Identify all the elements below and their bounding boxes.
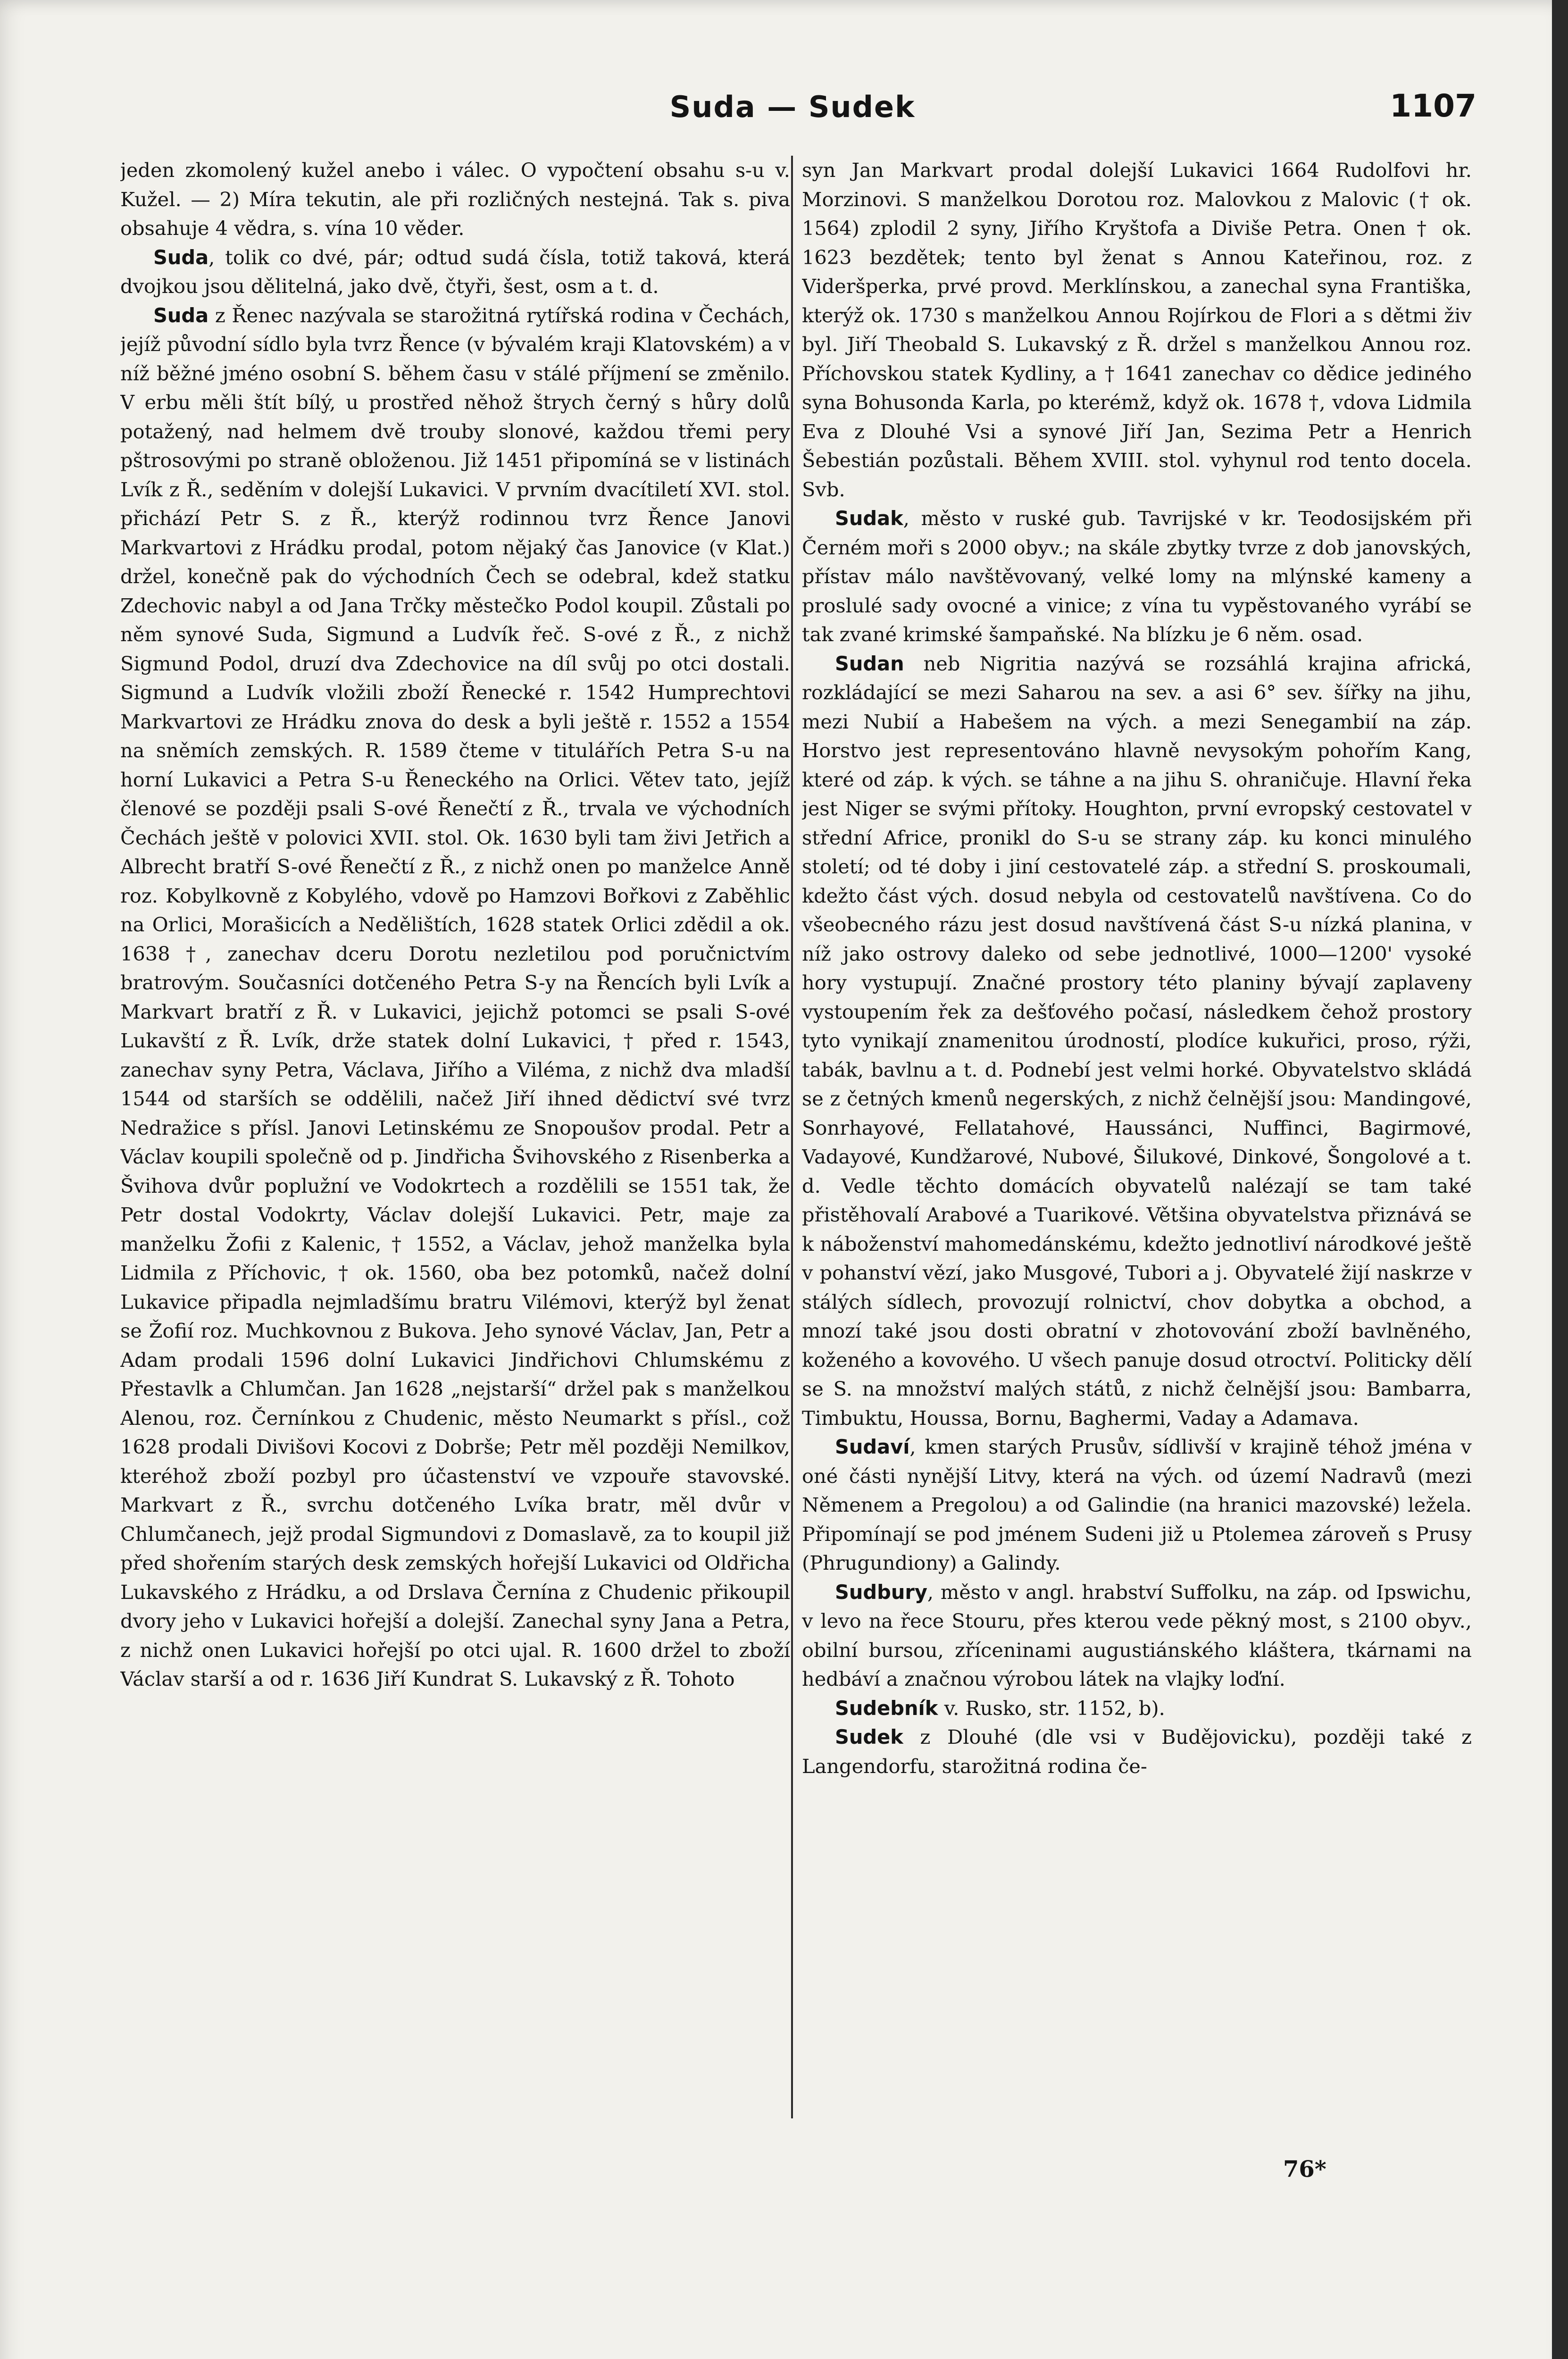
- entry-text: z Dlouhé (dle vsi v Budějovicku), později také z Langendorfu, starožitná rodina če-: [802, 1725, 1472, 1778]
- entry-text: , město v ruské gub. Tavrijské v kr. Teodosijském při Černém moři s 2000 obyv.; na skále zbytky tvrze z dob janovských, přístav málo navštěvovaný, velké lomy na mlýnské kameny a proslulé sady ovocné a vinice; z vína tu vypěstovaného vyrábí se tak zvané krimské šampaňské. Na blízku je 6 něm. osad.: [802, 507, 1472, 646]
- entry-text: v. Rusko, str. 1152, b).: [938, 1696, 1165, 1720]
- page-number: 1107: [1390, 88, 1476, 124]
- scan-border: [1552, 0, 1568, 2359]
- running-title: Suda — Sudek: [669, 90, 916, 124]
- entry-keyword: Sudak: [835, 507, 903, 530]
- entry-paragraph: [120, 243, 790, 301]
- page-header: [108, 85, 1476, 132]
- entry-text: , kmen starých Prusův, sídlivší v krajině téhož jména v oné části nynější Litvy, která na vých. od území Nadravů (mezi Němenem a Pregolou) a od Galindie (na hranici mazovské) ležela. Připomínají se pod jménem Sudeni již u Ptolemea zároveň s Prusy (Phrugundiony) a Galindy.: [802, 1435, 1472, 1574]
- entry-paragraph: [802, 504, 1472, 649]
- entry-text: , město v angl. hrabství Suffolku, na záp. od Ipswichu, v levo na řece Stouru, přes kterou vede pěkný most, s 2100 obyv., obilní bursou, zříceninami augustiánského kláštera, tkárnami na hedbáví a značnou výrobou látek na vlajky loďní.: [802, 1580, 1472, 1690]
- entry-keyword: Suda: [153, 245, 209, 269]
- entry-text: neb Nigritia nazývá se rozsáhlá krajina africká, rozkládající se mezi Saharou na sev. a asi 6° sev. šířky na jihu, mezi Nubií a Habešem na vých. a mezi Senegambií na záp. Horstvo jest representováno hlavně nevysokým pohořím Kang, které od záp. k vých. se táhne a na jihu S. ohraničuje. Hlavní řeka jest Niger se svými přítoky. Houghton, první evropský cestovatel v střední Africe, pronikl do S-u se strany záp. ku konci minulého století; od té doby i jiní cestovatelé záp. a střední S. proskoumali, kdežto část vých. dosud nebyla od cestovatelů navštívena. Co do všeobecného rázu jest dosud navštívená část S-u nízká planina, v níž jako ostrovy daleko od sebe jednotlivé, 1000—1200' vysoké hory vystupují. Značné prostory této planiny bývají zaplaveny vystoupením řek za dešťového počasí, následkem čehož prostory tyto vynikají znamenitou úrodností, plodíce kukuřici, proso, rýži, tabák, bavlnu a t. d. Podnebí jest velmi horké. Obyvatelstvo skládá se z četných kmenů negerských, z nichž čelnější jsou: Mandingové, Sonrhayové, Fellatahové, Haussánci, Nuffinci, Bagirmové, Vadayové, Kundžarové, Nubové, Šilukové, Dinkové, Šongolové a t. d. Vedle těchto domácích obyvatelů nalézají se tam také přistěhovalí Arabové a Tuarikové. Většina obyvatelstva přiznává se k náboženství mahomedánskému, kdežto jednotliví národkové ještě v pohanství vězí, jako Musgové, Tubori a j. Obyvatelé žijí naskrze v stálých sídlech, provozují rolnictví, chov dobytka a obchod, a mnozí také jsou dosti obratní v zhotovování zboží bavlněného, koženého a kovového. U všech panuje dosud otroctví. Politicky dělí se S. na množství malých států, z nichž čelnější jsou: Bambarra, Timbuktu, Houssa, Bornu, Baghermi, Vaday a Adamava.: [802, 652, 1472, 1430]
- entry-keyword: Suda: [153, 303, 209, 327]
- entry-keyword: Sudan: [835, 652, 904, 675]
- entry-paragraph: [802, 1432, 1472, 1578]
- column-divider: [791, 156, 793, 2118]
- entry-paragraph: [120, 301, 790, 1694]
- entry-paragraph: [802, 649, 1472, 1433]
- entry-text: jeden zkomolený kužel anebo i válec. O vypočtení obsahu s-u v. Kužel. — 2) Míra tekutin, ale při rozličných nestejná. Tak s. piva obsahuje 4 vědra, s. vína 10 věder.: [120, 159, 790, 240]
- entry-text: , tolik co dvé, pár; odtud sudá čísla, totiž taková, která dvojkou jsou dělitelná, jako dvě, čtyři, šest, osm a t. d.: [120, 245, 790, 298]
- right-column: [802, 156, 1472, 2128]
- entry-text: syn Jan Markvart prodal dolejší Lukavici 1664 Rudolfovi hr. Morzinovi. S manželkou Dorotou roz. Malovkou z Malovic († ok. 1564) zplodil 2 syny, Jiřího Kryštofa a Diviše Petra. Onen † ok. 1623 bezdětek; tento byl ženat s Annou Kateřinou, roz. z Videršperka, prvé provd. Merklínskou, a zanechal syna Františka, kterýž ok. 1730 s manželkou Annou Rojírkou de Flori a s dětmi živ byl. Jiří Theobald S. Lukavský z Ř. držel s manželkou Annou roz. Příchovskou statek Kydliny, a † 1641 zanechav co dědice jediného syna Bohusonda Karla, po kterémž, když ok. 1678 †, vdova Lidmila Eva z Dlouhé Vsi a synové Jiří Jan, Sezima Petr a Henrich Šebestián pozůstali. Během XVIII. stol. vyhynul rod tento docela. Svb.: [802, 159, 1472, 501]
- entry-text: z Řenec nazývala se starožitná rytířská rodina v Čechách, jejíž původní sídlo byla tvrz Řence (v bývalém kraji Klatovském) a v níž běžné jméno osobní S. během času v stálé příjmení se změnilo. V erbu měli štít bílý, u prostřed něhož štrych černý s hůry dolů potažený, nad helmem dvě trouby slonové, každou třemi pery pštrosovými po straně obloženou. Již 1451 připomíná se v listinách Lvík z Ř., seděním v dolejší Lukavici. V prvním dvacítiletí XVI. stol. přichází Petr S. z Ř., kterýž rodinnou tvrz Řence Janovi Markvartovi z Hrádku prodal, potom nějaký čas Janovice (v Klat.) držel, konečně pak do východních Čech se odebral, kdež statku Zdechovic nabyl a od Jana Trčky městečko Podol koupil. Zůstali po něm synové Suda, Sigmund a Ludvík řeč. S-ové z Ř., z nichž Sigmund Podol, druzí dva Zdechovice na díl svůj po otci dostali. Sigmund a Ludvík vložili zboží Řenecké r. 1542 Humprechtovi Markvartovi ze Hrádku znova do desk a byli ještě r. 1552 a 1554 na sněmích zemských. R. 1589 čteme v titulářích Petra S-u na horní Lukavici a Petra S-u Řeneckého na Orlici. Větev tato, jejíž členové se později psali S-ové Řenečtí z Ř., trvala ve východních Čechách ještě v polovici XVII. stol. Ok. 1630 byli tam živi Jetřich a Albrecht bratří S-ové Řenečtí z Ř., z nichž onen po manželce Anně roz. Kobylkovně z Kobylého, vdově po Hamzovi Bořkovi z Zaběhlic na Orlici, Morašicích a Nedělištích, 1628 statek Orlici zdědil a ok. 1638 †, zanechav dceru Dorotu nezletilou pod poručnictvím bratrovým. Současníci dotčeného Petra S-y na Řencích byli Lvík a Markvart bratří z Ř. v Lukavici, jejichž potomci se psali S-ové Lukavští z Ř. Lvík, drže statek dolní Lukavici, † před r. 1543, zanechav syny Petra, Václava, Jiřího a Viléma, z nichž dva mladší 1544 od starších se oddělili, načež Jiří ihned dědictví své tvrz Nedražice s přísl. Janovi Letinskému ze Snopoušov prodal. Petr a Václav koupili společně od p. Jindřicha Švihovského z Risenberka a Švihova dvůr poplužní ve Vodokrtech a rozdělili se 1551 tak, že Petr dostal Vodokrty, Václav dolejší Lukavici. Petr, maje za manželku Žofii z Kalenic, † 1552, a Václav, jehož manželka byla Lidmila z Příchovic, † ok. 1560, oba bez potomků, načež dolní Lukavice připadla nejmladšímu bratru Vilémovi, kterýž byl ženat se Žofií roz. Muchkovnou z Bukova. Jeho synové Václav, Jan, Petr a Adam prodali 1596 dolní Lukavici Jindřichovi Chlumskému z Přestavlk a Chlumčan. Jan 1628 „nejstarší“ držel pak s manželkou Alenou, roz. Černínkou z Chudenic, město Neumarkt s přísl., což 1628 prodali Divišovi Kocovi z Dobrše; Petr měl později Nemilkov, kteréhož zboží pozbyl pro účastenství ve vzpouře stavovské. Markvart z Ř., svrchu dotčeného Lvíka bratr, měl dvůr v Chlumčanech, jejž prodal Sigmundovi z Domaslavě, za to koupil již před shořením starých desk zemských hořejší Lukavici od Oldřicha Lukavského z Hrádku, a od Drslava Černína z Chudenic přikoupil dvory jeho v Lukavici hořejší a dolejší. Zanechal syny Jana a Petra, z nichž onen Lukavici hořejší po otci ujal. R. 1600 držel to zboží Václav starší a od r. 1636 Jiří Kundrat S. Lukavský z Ř. Tohoto: [120, 303, 790, 1690]
- entry-keyword: Sudek: [835, 1725, 903, 1748]
- entry-keyword: Sudaví: [835, 1435, 910, 1458]
- entry-keyword: Sudebník: [835, 1696, 938, 1720]
- entry-paragraph: [802, 1694, 1472, 1723]
- signature-mark: 76*: [1283, 2156, 1326, 2183]
- entry-paragraph: [802, 1723, 1472, 1781]
- left-column: [120, 156, 790, 2128]
- entry-paragraph: [120, 156, 790, 243]
- entry-keyword: Sudbury: [835, 1580, 927, 1604]
- entry-paragraph: [802, 1578, 1472, 1694]
- entry-paragraph: [802, 156, 1472, 504]
